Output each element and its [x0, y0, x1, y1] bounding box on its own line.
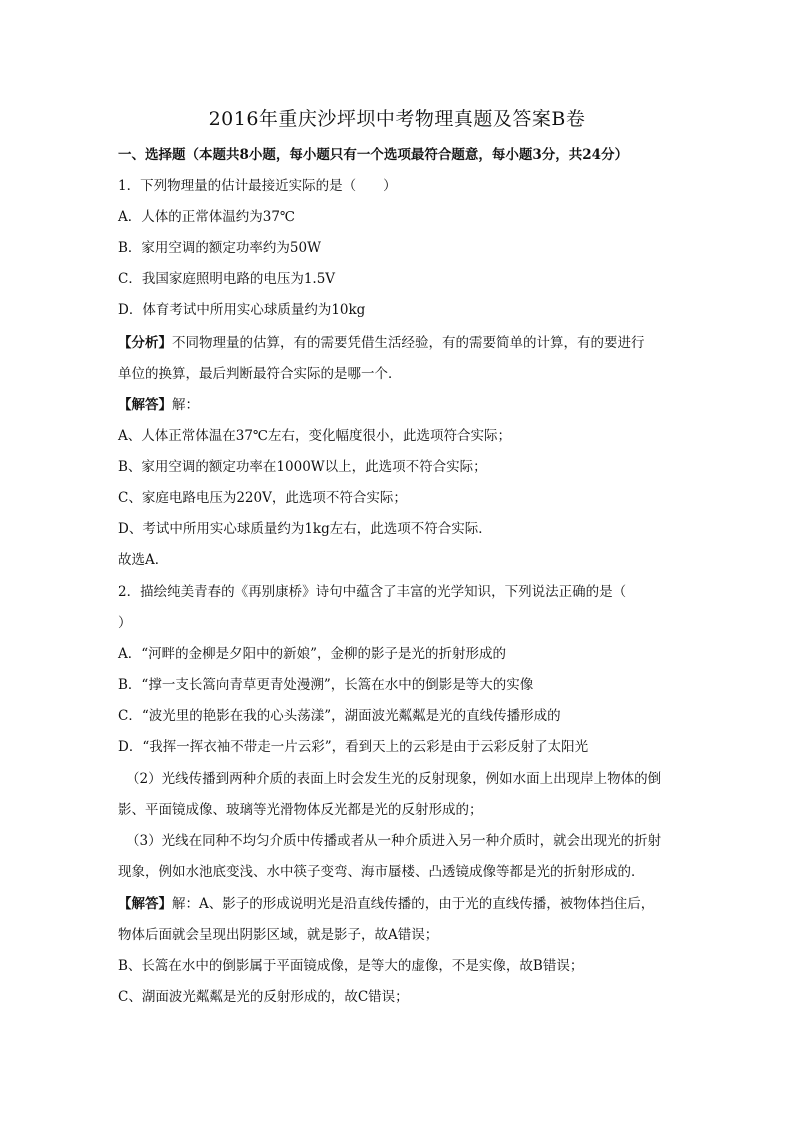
question-2-stem-continued: ） — [118, 615, 132, 631]
question-1-option-a: A．人体的正常体温约为37℃ — [118, 209, 296, 225]
question-1-answer-d: D、考试中所用实心球质量约为1kg左右，此选项不符合实际． — [118, 521, 492, 537]
question-1-stem: 1．下列物理量的估计最接近实际的是（ ） — [118, 178, 397, 194]
question-2-answer-continued: 物体后面就会呈现出阴影区域，就是影子，故A错误； — [118, 927, 439, 943]
analysis-label: 【分析】 — [118, 335, 172, 351]
answer-intro: 解： — [172, 397, 199, 413]
question-1-answer-a: A、人体正常体温在37℃左右，变化幅度很小，此选项符合实际； — [118, 428, 512, 444]
question-2-option-a: A．“河畔的金柳是夕阳中的新娘”，金柳的影子是光的折射形成的 — [118, 646, 507, 662]
section-heading: 一、选择题（本题共8小题，每小题只有一个选项最符合题意，每小题3分，共24分） — [118, 147, 629, 163]
question-1-option-b: B．家用空调的额定功率约为50W — [118, 240, 321, 256]
answer-label: 【解答】 — [118, 896, 172, 912]
question-2-stem: 2．描绘纯美青春的《再别康桥》诗句中蕴含了丰富的光学知识，下列说法正确的是（ — [118, 584, 627, 600]
answer-text: 解：A、影子的形成说明光是沿直线传播的，由于光的直线传播，被物体挡住后， — [172, 896, 655, 912]
question-2-answer — [118, 895, 654, 913]
question-1-option-c: C．我国家庭照明电路的电压为1.5V — [118, 271, 336, 287]
question-2-option-c: C．“波光里的艳影在我的心头荡漾”，湖面波光粼粼是光的直线传播形成的 — [118, 708, 561, 724]
question-1-analysis — [118, 334, 645, 352]
analysis-text: 不同物理量的估算，有的需要凭借生活经验，有的需要简单的计算，有的要进行 — [172, 335, 645, 351]
question-2-answer-c: C、湖面波光粼粼是光的反射形成的，故C错误； — [118, 989, 409, 1005]
answer-label: 【解答】 — [118, 397, 172, 413]
question-2-option-b: B．“撑一支长篙向青草更青处漫溯”，长篙在水中的倒影是等大的实像 — [118, 677, 534, 693]
document-title: 2016年重庆沙坪坝中考物理真题及答案B卷 — [208, 108, 586, 130]
question-1-analysis-continued: 单位的换算，最后判断最符合实际的是哪一个． — [118, 366, 402, 382]
question-1-answer-c: C、家庭电路电压为220V，此选项不符合实际； — [118, 490, 407, 506]
question-2-note-2-continued: 影、平面镜成像、玻璃等光滑物体反光都是光的反射形成的； — [118, 802, 483, 818]
question-1-option-d: D．体育考试中所用实心球质量约为10kg — [118, 302, 366, 318]
question-2-note-2: （2）光线传播到两种介质的表面上时会发生光的反射现象，例如水面上出现岸上物体的倒 — [126, 771, 662, 787]
question-1-answer-b: B、家用空调的额定功率在1000W以上，此选项不符合实际； — [118, 459, 487, 475]
question-1-conclusion: 故选A． — [118, 552, 169, 568]
question-1-answer-header — [118, 396, 199, 414]
question-2-note-3-continued: 现象，例如水池底变浅、水中筷子变弯、海市蜃楼、凸透镜成像等都是光的折射形成的． — [118, 864, 645, 880]
question-2-option-d: D．“我挥一挥衣袖不带走一片云彩”，看到天上的云彩是由于云彩反射了太阳光 — [118, 739, 589, 755]
question-2-answer-b: B、长篙在水中的倒影属于平面镜成像，是等大的虚像，不是实像，故B错误； — [118, 958, 584, 974]
question-2-note-3: （3）光线在同种不均匀介质中传播或者从一种介质进入另一种介质时，就会出现光的折射 — [126, 833, 662, 849]
